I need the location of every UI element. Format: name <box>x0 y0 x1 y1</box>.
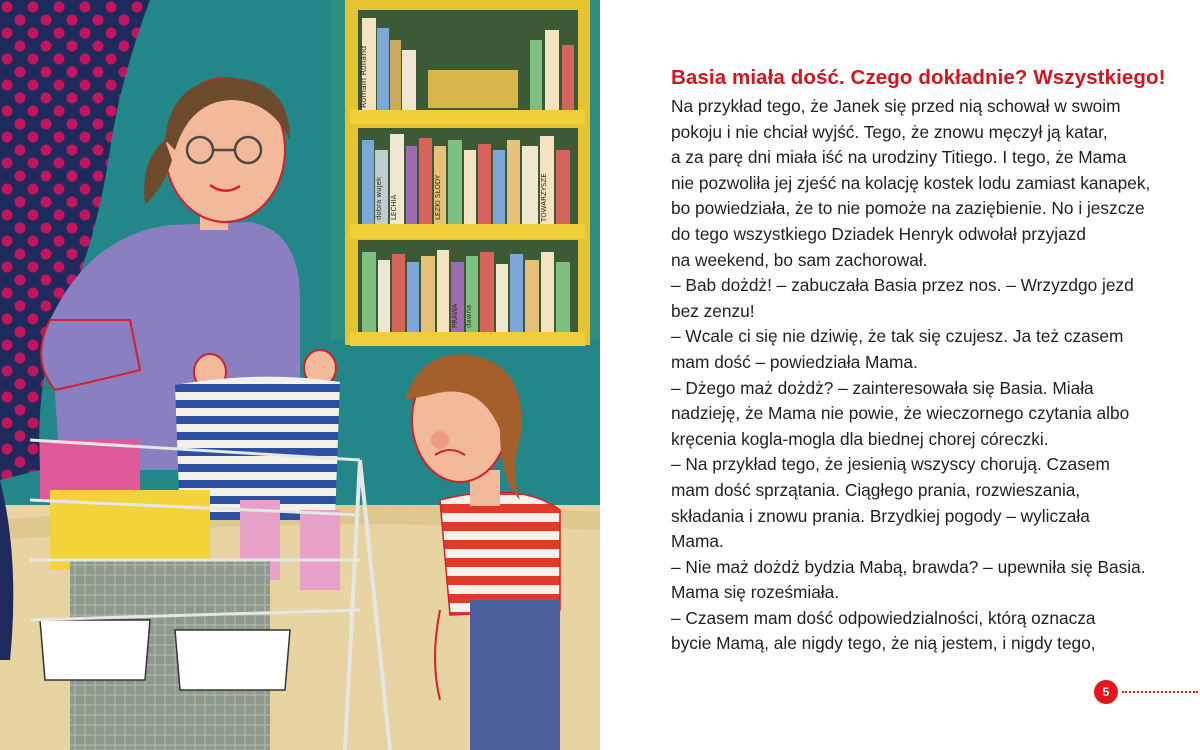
text-line: – Czasem mam dość odpowiedzialności, którą oznacza <box>671 607 1096 628</box>
text-line: Mama. <box>671 531 724 552</box>
bookshelf <box>345 0 590 346</box>
text-line: – Bab dożdż! – zabuczała Basia przez nos. – Wrzyzdgo jezd <box>671 275 1134 296</box>
page-number-badge: 5 <box>1094 680 1118 704</box>
text-line: Na przykład tego, że Janek się przed nią schował w swoim <box>671 96 1121 116</box>
text-line: pokoju i nie chciał wyjść. Tego, że znowu męczył ją katar, <box>671 121 1108 142</box>
text-line: a za parę dni miała iść na urodziny Titiego. I tego, że Mama <box>671 147 1127 168</box>
text-page <box>600 0 1200 750</box>
text-line: bez zenzu! <box>671 300 755 321</box>
text-line: bycie Mamą, ale nigdy tego, że nią jestem, i nigdy tego, <box>671 633 1096 654</box>
page-number-dotted-rule <box>1122 691 1198 693</box>
text-line: składania i znowu prania. Brzydkiej pogody – wyliczała <box>671 505 1090 526</box>
text-line: na weekend, bo sam zachorował. <box>671 249 928 270</box>
text-line: mam dość – powiedziała Mama. <box>671 351 918 372</box>
book-spine-label: LECHIA <box>390 194 398 220</box>
book-spine-label: dobra wujek <box>375 176 383 220</box>
text-line: bo powiedziała, że to nie pomoże na zaziębienie. No i jeszcze <box>671 198 1145 219</box>
text-line: nie pozwoliła jej zjeść na kolację kostek lodu zamiast kanapek, <box>671 172 1151 193</box>
book-spine-label: Romain Rolland <box>359 45 368 108</box>
book-spine-label: dawna <box>465 304 473 328</box>
page-body <box>671 94 1150 657</box>
text-line: – Na przykład tego, że jesienią wszyscy chorują. Czasem <box>671 454 1110 475</box>
text-line: – Nie maż dożdż bydzia Mabą, brawda? – upewniła się Basia. <box>671 556 1146 577</box>
page-heading: Basia miała dość. Czego dokładnie? Wszystkiego! <box>671 66 1166 89</box>
text-line: – Dżego maż dożdż? – zainteresowała się Basia. Miała <box>671 377 1094 398</box>
book-spine-label: ŁEZKI SŁODY <box>434 174 442 220</box>
book-spine-label: PRAWA <box>451 303 459 328</box>
text-line: do tego wszystkiego Dziadek Henryk odwołał przyjazd <box>671 223 1086 244</box>
text-line: Mama się roześmiała. <box>671 582 840 603</box>
text-line: kręcenia kogla-mogla dla biednej chorej córeczki. <box>671 428 1049 449</box>
text-line: mam dość sprzątania. Ciągłego prania, rozwieszania, <box>671 479 1081 500</box>
text-line: – Wcale ci się nie dziwię, że tak się czujesz. Ja też czasem <box>671 326 1124 347</box>
book-spine-label: TOWARZYSZE <box>540 173 548 222</box>
text-line: nadzieję, że Mama nie powie, że wieczornego czytania albo <box>671 403 1130 424</box>
